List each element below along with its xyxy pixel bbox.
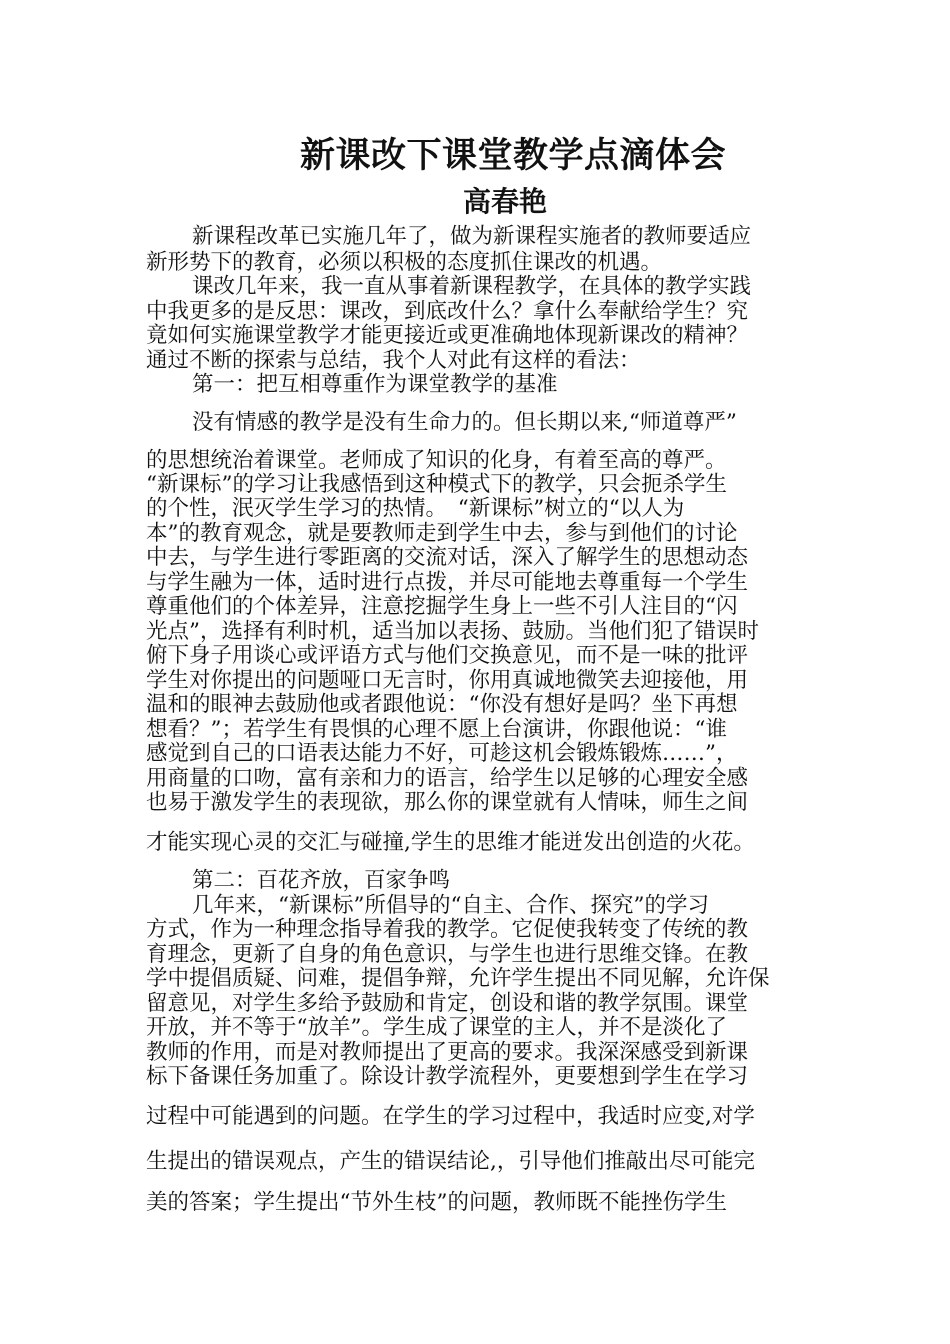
text-line: 的思想统治着课堂。老师成了知识的化身，有着至高的尊严。: [146, 448, 727, 473]
text-line: 过程中可能遇到的问题。在学生的学习过程中，我适时应变,对学: [146, 1104, 755, 1129]
text-line: 光点”，选择有利时机，适当加以表扬、鼓励。当他们犯了错误时: [146, 619, 759, 644]
text-line: 开放，并不等于“放羊”。学生成了课堂的主人，并不是淡化了: [146, 1015, 727, 1040]
text-line: 生提出的错误观点，产生的错误结论,，引导他们推敲出尽可能完: [146, 1149, 755, 1174]
text-line: 与学生融为一体，适时进行点拨，并尽可能地去尊重每一个学生: [146, 570, 749, 595]
text-line: 育理念，更新了自身的角色意识，与学生也进行思维交锋。在教: [146, 942, 749, 967]
text-line: 中去，与学生进行零距离的交流对话，深入了解学生的思想动态: [146, 545, 749, 570]
text-line: 本”的教育观念，就是要教师走到学生中去，参与到他们的讨论: [146, 521, 738, 546]
text-line: 新形势下的教育，必须以积极的态度抓住课改的机遇。: [146, 250, 663, 275]
text-line: 方式，作为一种理念指导着我的教学。它促使我转变了传统的教: [146, 917, 749, 942]
text-line: 学中提倡质疑、问难，提倡争辩，允许学生提出不同见解，允许保: [146, 966, 770, 991]
text-line: 感觉到自己的口语表达能力不好，可趁这机会锻炼锻炼……”，: [146, 741, 738, 766]
text-line: 新课程改革已实施几年了，做为新课程实施者的教师要适应: [192, 224, 752, 249]
text-line: 想看？”；若学生有畏惧的心理不愿上台演讲，你跟他说：“谁: [146, 717, 727, 742]
text-line: 用商量的口吻，富有亲和力的语言，给学生以足够的心理安全感: [146, 766, 749, 791]
text-line: 标下备课任务加重了。除设计教学流程外，更要想到学生在学习: [146, 1064, 749, 1089]
text-line: 也易于激发学生的表现欲，那么你的课堂就有人情味，师生之间: [146, 790, 749, 815]
text-line: 俯下身子用谈心或评语方式与他们交换意见，而不是一味的批评: [146, 643, 749, 668]
text-line: 通过不断的探索与总结，我个人对此有这样的看法：: [146, 348, 641, 373]
text-line: 中我更多的是反思：课改，到底改什么？拿什么奉献给学生？究: [146, 299, 749, 324]
text-line: 尊重他们的个体差异，注意挖掘学生身上一些不引人注目的“闪: [146, 594, 738, 619]
author-name: 高春艳: [463, 185, 548, 218]
document-title: 新课改下课堂教学点滴体会: [300, 136, 727, 176]
text-line: 学生对你提出的问题哑口无言时，你用真诚地微笑去迎接他，用: [146, 668, 749, 693]
text-line: 才能实现心灵的交汇与碰撞,学生的思维才能迸发出创造的火花。: [146, 830, 755, 855]
text-line: 竟如何实施课堂教学才能更接近或更准确地体现新课改的精神？: [146, 323, 749, 348]
text-line: 教师的作用，而是对教师提出了更高的要求。我深深感受到新课: [146, 1040, 749, 1065]
text-line: 课改几年来，我一直从事着新课程教学，在具体的教学实践: [192, 274, 752, 299]
text-line: “新课标”的学习让我感悟到这种模式下的教学，只会扼杀学生: [146, 472, 727, 497]
text-line: 美的答案；学生提出“节外生枝”的问题，教师既不能挫伤学生: [146, 1190, 727, 1215]
section-heading: 第二：百花齐放，百家争鸣: [192, 868, 451, 893]
text-line: 温和的眼神去鼓励他或者跟他说：“你没有想好是吗？坐下再想: [146, 692, 738, 717]
section-heading: 第一：把互相尊重作为课堂教学的基准: [192, 372, 558, 397]
text-line: 的个性，泯灭学生学习的热情。 “新课标”树立的“以人为: [146, 496, 685, 521]
text-line: 几年来，“新课标”所倡导的“自主、合作、探究”的学习: [192, 893, 709, 918]
text-line: 没有情感的教学是没有生命力的。但长期以来,“师道尊严”: [192, 410, 737, 435]
text-line: 留意见，对学生多给予鼓励和肯定，创设和谐的教学氛围。课堂: [146, 991, 749, 1016]
